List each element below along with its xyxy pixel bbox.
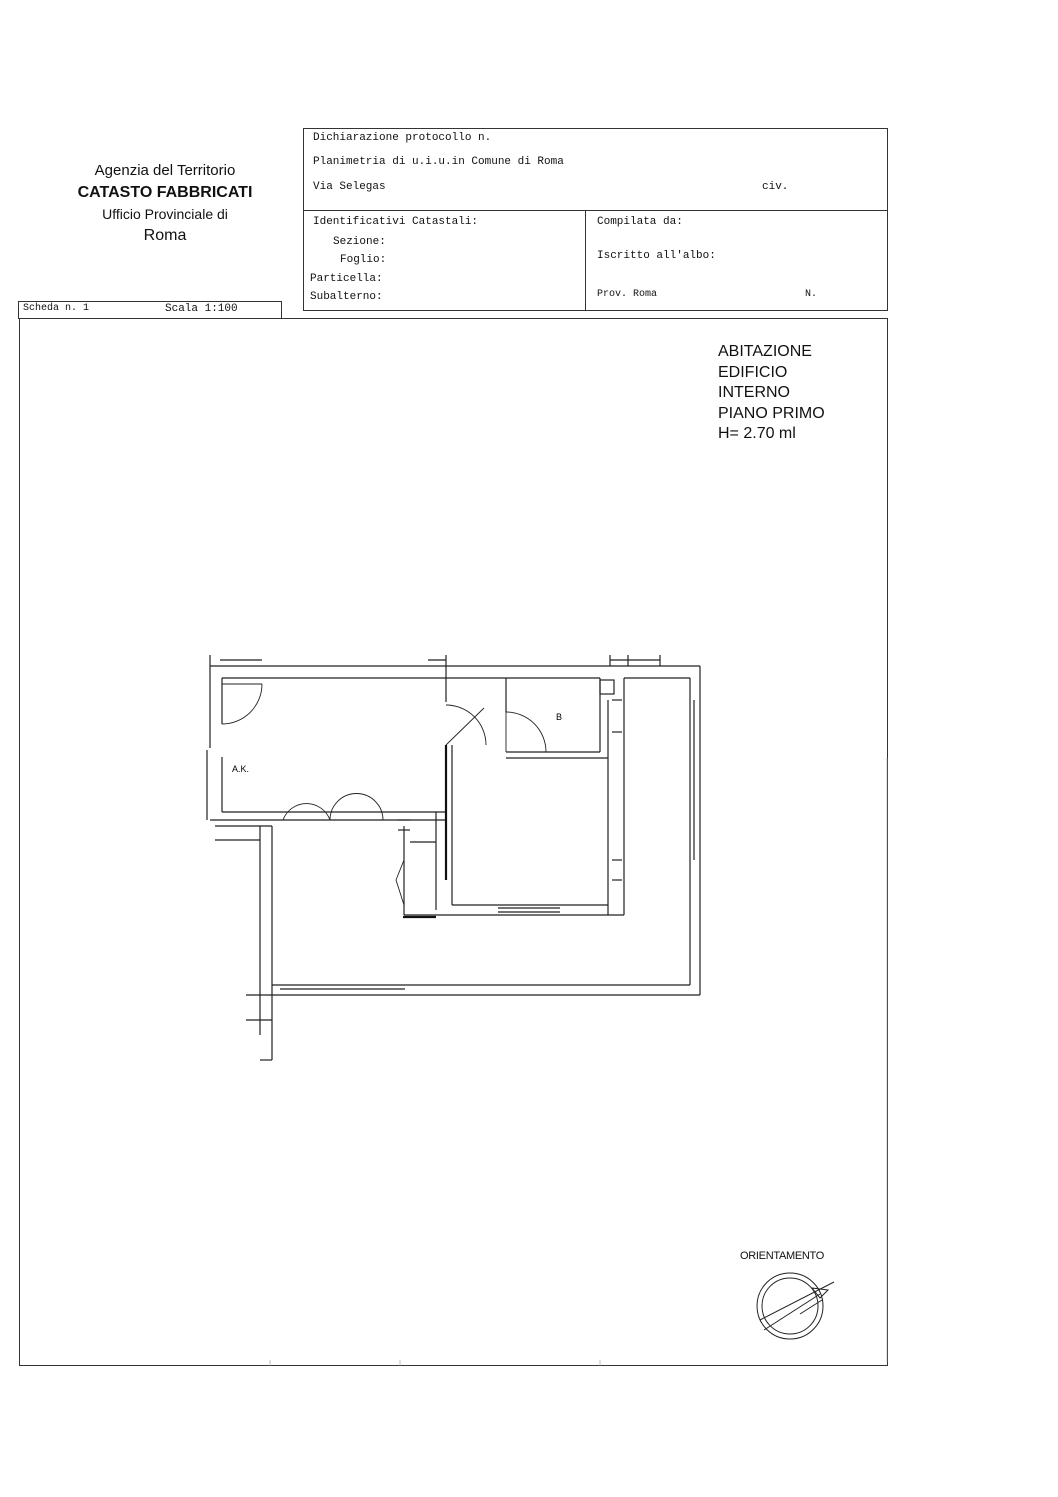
scala-label: Scala 1:100 bbox=[165, 303, 238, 315]
piano-label: PIANO PRIMO bbox=[718, 404, 825, 422]
room-label-b: B bbox=[556, 712, 563, 722]
catasto-title: CATASTO FABBRICATI bbox=[77, 184, 253, 201]
city-name: Roma bbox=[143, 227, 187, 244]
scheda-label: Scheda n. 1 bbox=[23, 303, 90, 314]
ufficio-label: Ufficio Provinciale di bbox=[102, 206, 228, 222]
edificio-label: EDIFICIO bbox=[718, 363, 788, 381]
via-label: Via Selegas bbox=[313, 181, 386, 193]
civ-label: civ. bbox=[762, 181, 789, 193]
agency-name: Agenzia del Territorio bbox=[94, 162, 236, 179]
room-label-ak: A.K. bbox=[232, 764, 250, 774]
planimetria-label: Planimetria di u.i.u.in Comune di Roma bbox=[313, 156, 564, 168]
n-label: N. bbox=[805, 289, 818, 300]
orientation-label: ORIENTAMENTO bbox=[740, 1250, 824, 1262]
compilata-label: Compilata da: bbox=[597, 216, 683, 228]
height-label: H= 2.70 ml bbox=[718, 425, 796, 442]
identificativi-label: Identificativi Catastali: bbox=[313, 216, 479, 228]
interno-label: INTERNO bbox=[718, 384, 790, 401]
prov-label: Prov. Roma bbox=[597, 289, 658, 300]
dichiarazione-label: Dichiarazione protocollo n. bbox=[313, 132, 492, 144]
sezione-label: Sezione: bbox=[333, 236, 386, 248]
subalterno-label: Subalterno: bbox=[310, 291, 383, 303]
abitazione-label: ABITAZIONE bbox=[718, 343, 812, 360]
foglio-label: Foglio: bbox=[340, 254, 387, 266]
particella-label: Particella: bbox=[310, 273, 383, 285]
iscritto-label: Iscritto all'albo: bbox=[597, 250, 716, 262]
